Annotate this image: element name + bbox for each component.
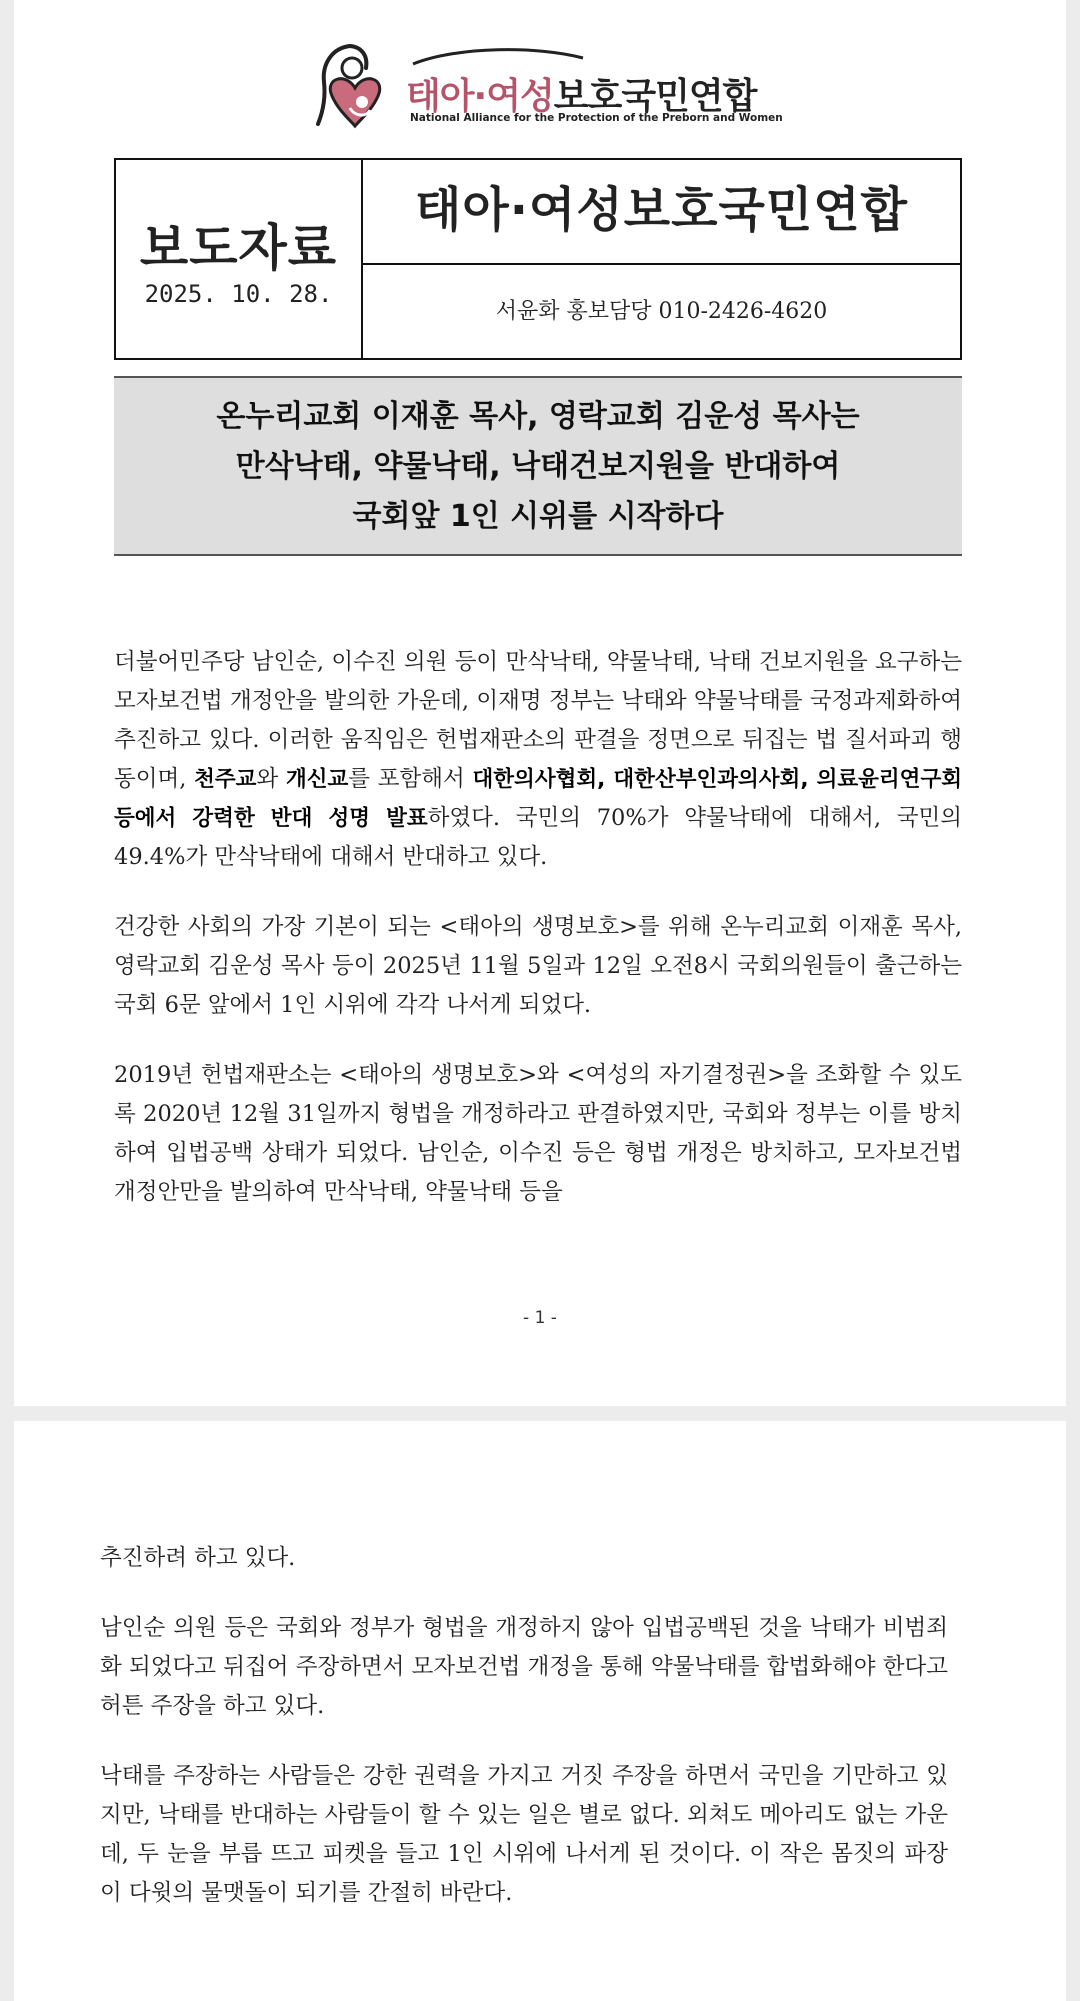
body-text-page-1 <box>114 643 962 1243</box>
organization-name: 태아·여성보호국민연합 <box>363 160 960 265</box>
press-release-title: 보도자료 <box>139 219 338 277</box>
contact-info: 서윤화 홍보담당 010-2426-4620 <box>495 299 828 324</box>
page-number: - 1 - <box>523 1308 557 1328</box>
press-header-table <box>114 158 962 360</box>
headline-line-2: 만삭낙태, 약물낙태, 낙태건보지원을 반대하여 <box>235 449 841 484</box>
emphasis: 천주교 <box>194 767 257 792</box>
document-page-1 <box>14 0 1066 1406</box>
headline-box <box>114 376 962 556</box>
paragraph: 2019년 헌법재판소는 <태아의 생명보호>와 <여성의 자기결정권>을 조화할 수 있도록 2020년 12월 31일까지 형법을 개정하라고 판결하였지만, 국회와 정부는 이를 방치하여 입법공백 상태가 되었다. 남인순, 이수진 등은 형법 개정은 방치하고, 모자보건법 개정안만을 발의하여 만삭낙태, 약물낙태 등을 <box>114 1062 962 1205</box>
logo-subtitle: National Alliance for the Protection of the Preborn and Women <box>410 112 783 124</box>
paragraph: 낙태를 주장하는 사람들은 강한 권력을 가지고 거짓 주장을 하면서 국민을 기만하고 있지만, 낙태를 반대하는 사람들이 할 수 있는 일은 별로 없다. 외쳐도 메아리도 없는 가운데, 두 눈을 부릅 뜨고 피켓을 들고 1인 시위에 나서게 된 것이다. 이 작은 몸짓의 파장이 다윗의 물맷돌이 되기를 간절히 바란다. <box>100 1763 948 1906</box>
logo-title-dark: 보호국민연합 <box>553 76 757 117</box>
organization-logo <box>310 38 830 138</box>
headline-line-3: 국회앞 1인 시위를 시작하다 <box>352 499 724 534</box>
paragraph: 추진하려 하고 있다. <box>100 1545 296 1571</box>
paragraph: 건강한 사회의 가장 기본이 되는 <태아의 생명보호>를 위해 온누리교회 이재훈 목사, 영락교회 김운성 목사 등이 2025년 11월 5일과 12일 오전8시 국회의원들이 출근하는 국회 6문 앞에서 1인 시위에 각각 나서게 되었다. <box>114 914 962 1018</box>
body-text-page-2 <box>100 1539 948 1944</box>
emphasis: 대한의사협회, 대한산부인과의사회, 의료윤리연구회 등에서 강력한 반대 성명 발표 <box>114 767 962 831</box>
press-date: 2025. 10. 28. <box>144 280 333 308</box>
logo-title-pink: 태아·여성 <box>406 76 554 117</box>
press-label-cell <box>116 160 363 358</box>
headline-line-1: 온누리교회 이재훈 목사, 영락교회 김운성 목사는 <box>216 399 860 434</box>
mother-child-icon <box>310 38 400 138</box>
logo-arc <box>408 46 588 66</box>
paragraph: 더불어민주당 남인순, 이수진 의원 등이 만삭낙태, 약물낙태, 낙태 건보지원을 요구하는 모자보건법 개정안을 발의한 가운데, 이재명 정부는 낙태와 약물낙태를 국정과제화하여 추진하고 있다. 이러한 움직임은 헌법재판소의 판결을 정면으로 뒤집는 법 질서파괴 행동이며, 천주교와 개신교를 포함해서 대한의사협회, 대한산부인과의사회, 의료윤리연구회 등에서 강력한 반대 성명 발표하였다. 국민의 70%가 약물낙태에 대해서, 국민의 49.4%가 만삭낙태에 대해서 반대하고 있다. <box>114 649 962 870</box>
paragraph: 남인순 의원 등은 국회와 정부가 형법을 개정하지 않아 입법공백된 것을 낙태가 비범죄화 되었다고 뒤집어 주장하면서 모자보건법 개정을 통해 약물낙태를 합법화해야 한다고 허튼 주장을 하고 있다. <box>100 1615 948 1719</box>
emphasis: 개신교 <box>285 767 349 792</box>
